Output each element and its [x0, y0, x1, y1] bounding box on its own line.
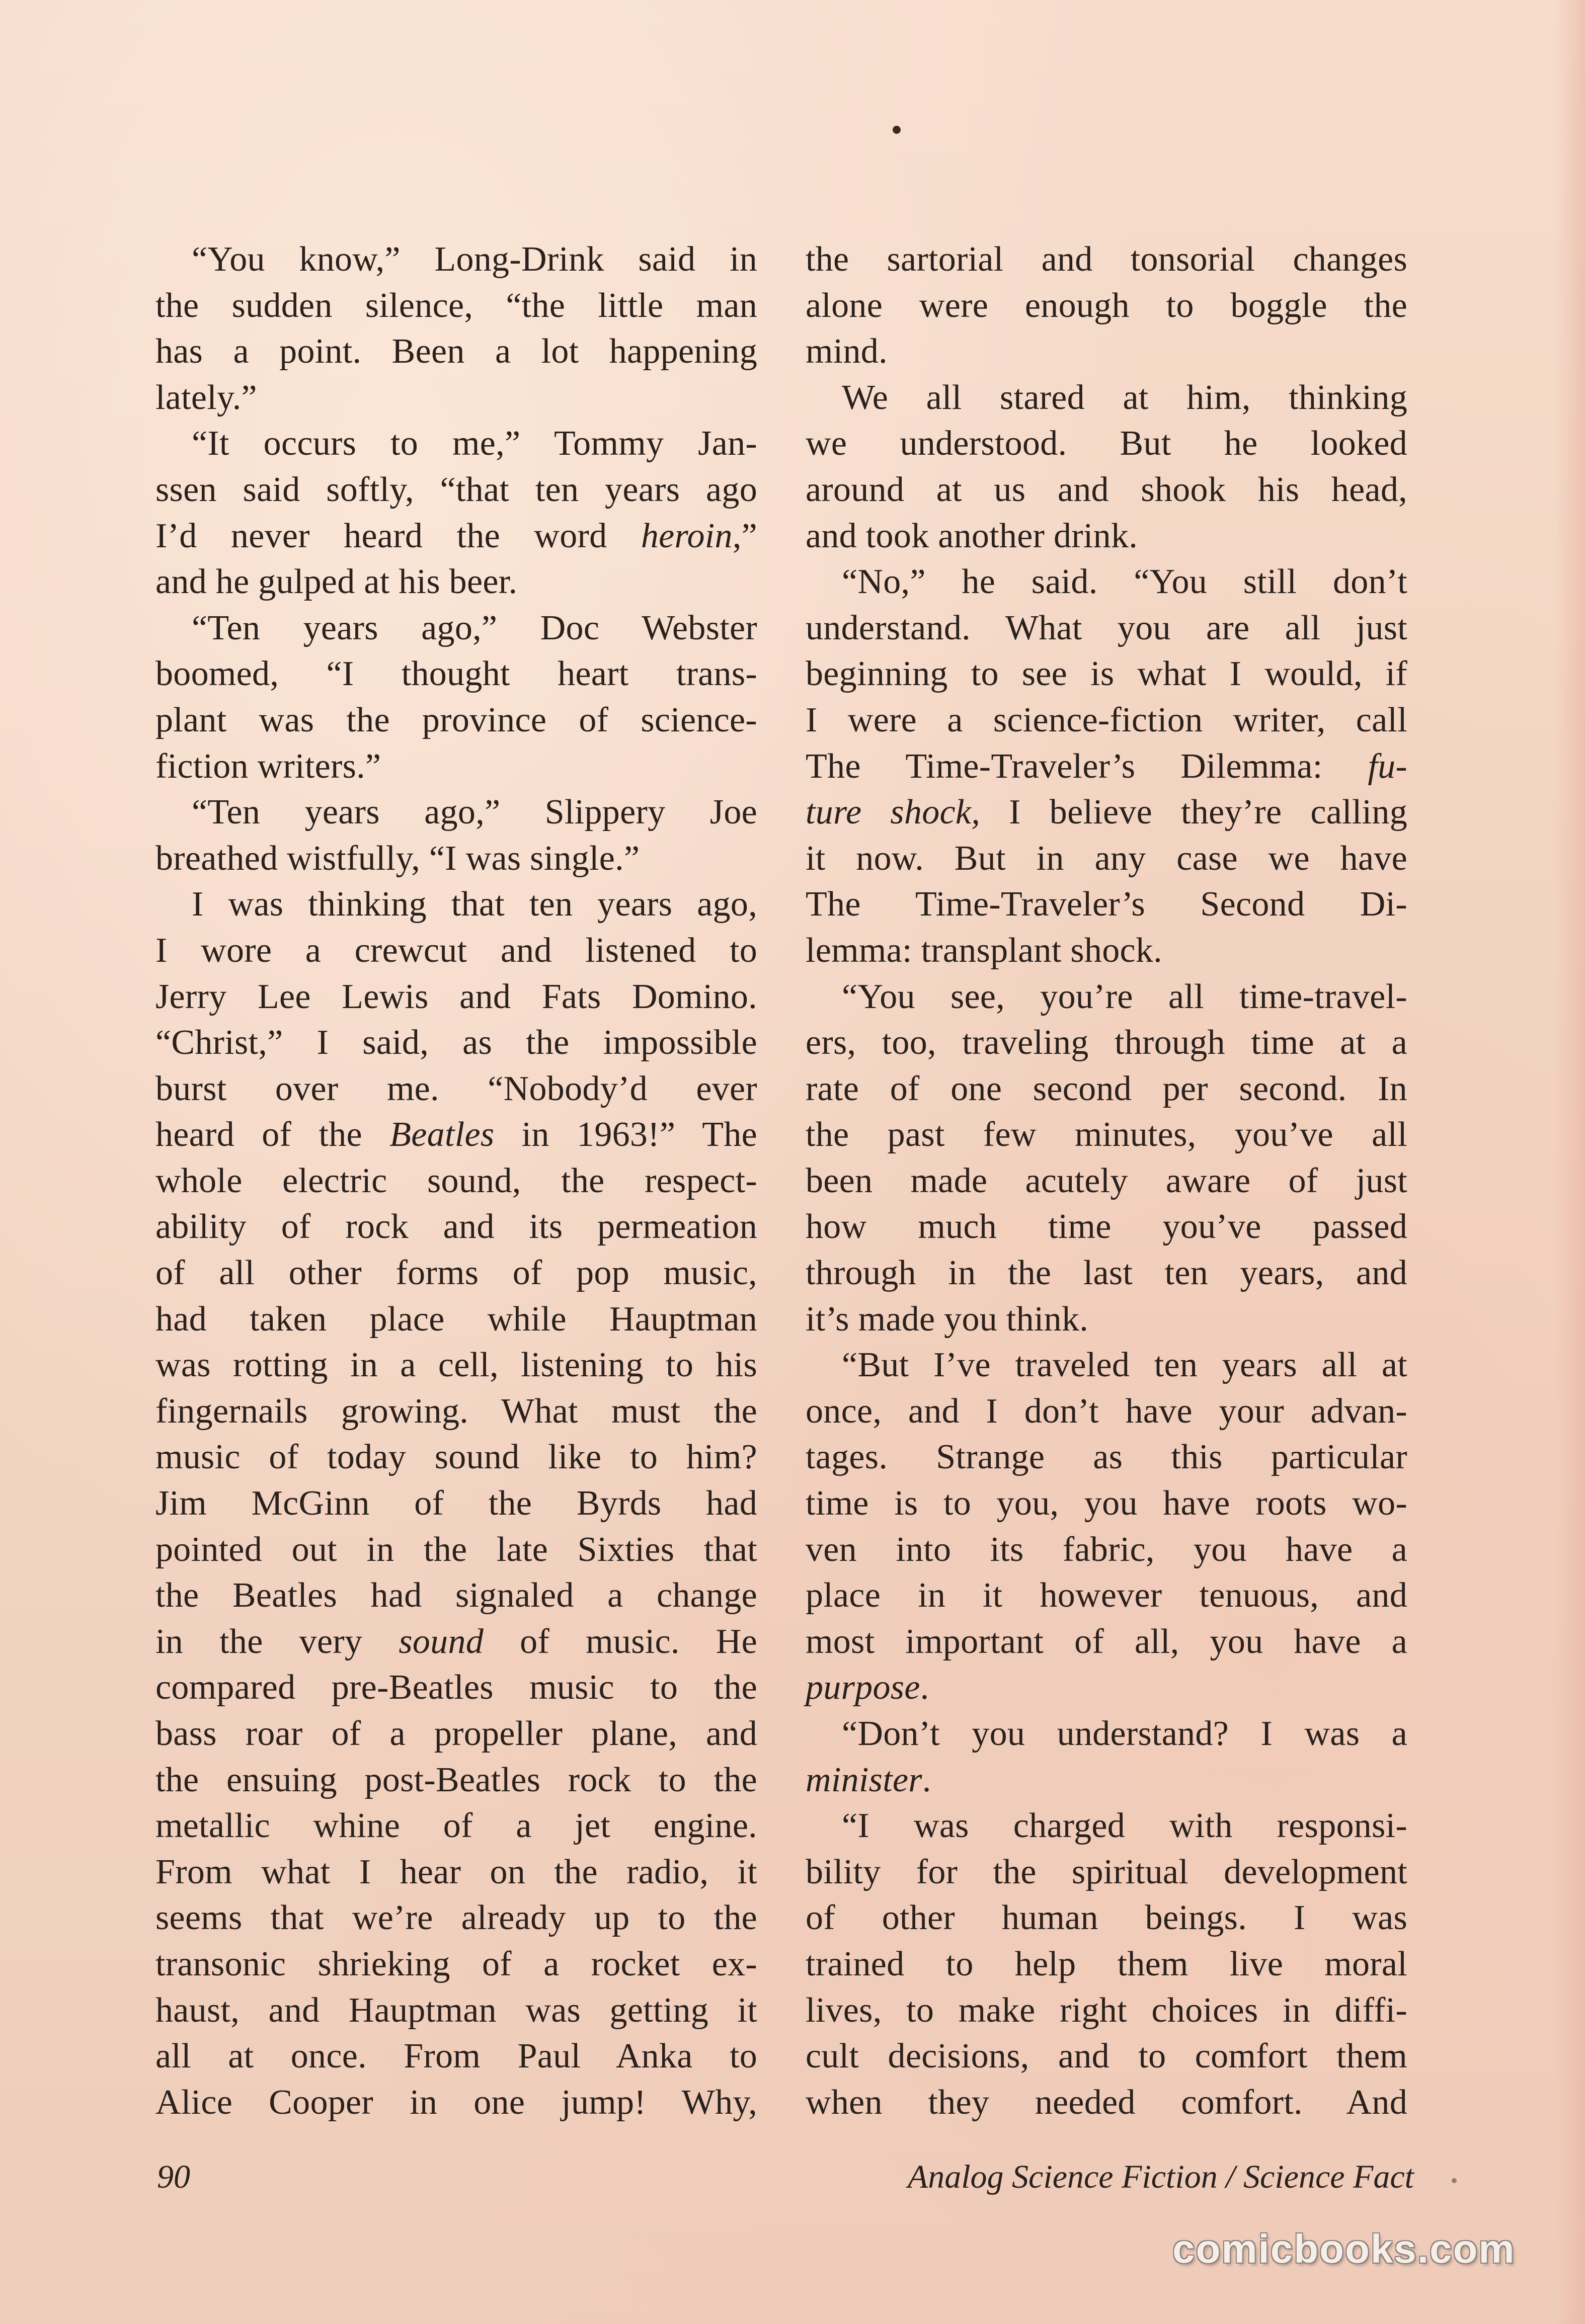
text-line: burst over me. “Nobody’d ever	[155, 1069, 757, 1108]
text-line: “I was charged with responsi-	[842, 1806, 1407, 1846]
text-line: has a point. Been a lot happening	[155, 332, 757, 371]
text-line: once, and I don’t have your advan-	[806, 1391, 1407, 1431]
text-line: in the very sound of music. He	[155, 1622, 757, 1661]
text-line: “It occurs to me,” Tommy Jan-	[192, 424, 757, 463]
text-line: alone were enough to boggle the	[806, 286, 1407, 325]
text-line: we understood. But he looked	[806, 424, 1407, 463]
text-line: was rotting in a cell, listening to his	[155, 1346, 757, 1385]
page-number: 90	[157, 2159, 190, 2195]
text-line: bility for the spiritual development	[806, 1852, 1407, 1891]
text-line: “No,” he said. “You still don’t	[842, 562, 1407, 602]
text-line: rate of one second per second. In	[806, 1069, 1407, 1108]
text-line: metallic whine of a jet engine.	[155, 1806, 757, 1846]
text-line: bass roar of a propeller plane, and	[155, 1714, 757, 1753]
text-line: it’s made you think.	[806, 1299, 1089, 1339]
text-line: and he gulped at his beer.	[155, 562, 518, 602]
text-line: ssen said softly, “that ten years ago	[155, 470, 757, 509]
text-column-left	[155, 236, 757, 2125]
text-line: lemma: transplant shock.	[806, 931, 1162, 970]
text-line: had taken place while Hauptman	[155, 1299, 757, 1339]
running-head: Analog Science Fiction / Science Fact	[907, 2159, 1414, 2195]
text-line: beginning to see is what I would, if	[806, 654, 1407, 694]
text-line: and took another drink.	[806, 516, 1138, 555]
text-line: “You know,” Long-Drink said in	[192, 240, 757, 279]
text-line: place in it however tenuous, and	[806, 1576, 1407, 1615]
text-line: heard of the Beatles in 1963!” The	[155, 1115, 757, 1154]
text-line: ers, too, traveling through time at a	[806, 1023, 1407, 1062]
text-line: tages. Strange as this particular	[806, 1438, 1407, 1477]
text-line: Alice Cooper in one jump! Why,	[155, 2083, 757, 2122]
text-line: transonic shrieking of a rocket ex-	[155, 1944, 757, 1983]
text-line: the Beatles had signaled a change	[155, 1576, 757, 1615]
text-line: haust, and Hauptman was getting it	[155, 1990, 757, 2030]
text-line: cult decisions, and to comfort them	[806, 2037, 1407, 2076]
text-line: I was thinking that ten years ago,	[192, 885, 757, 924]
text-line: around at us and shook his head,	[806, 470, 1407, 509]
text-line: trained to help them live moral	[806, 1944, 1407, 1983]
text-line: lives, to make right choices in diffi-	[806, 1990, 1407, 2030]
text-line: “But I’ve traveled ten years all at	[842, 1346, 1407, 1385]
text-line: whole electric sound, the respect-	[155, 1161, 757, 1200]
text-line: when they needed comfort. And	[806, 2083, 1407, 2122]
text-line: of all other forms of pop music,	[155, 1254, 757, 1293]
text-line: The Time-Traveler’s Second Di-	[806, 885, 1407, 924]
text-column-right	[806, 236, 1407, 2125]
text-line: I’d never heard the word heroin,”	[155, 516, 757, 555]
text-line: I were a science-fiction writer, call	[806, 700, 1407, 739]
text-line: fingernails growing. What must the	[155, 1391, 757, 1431]
text-line: lately.”	[155, 378, 257, 417]
ink-speck	[893, 126, 901, 134]
text-line: all at once. From Paul Anka to	[155, 2037, 757, 2076]
text-line: through in the last ten years, and	[806, 1254, 1407, 1293]
text-line: minister.	[806, 1760, 931, 1799]
text-line: “Ten years ago,” Doc Webster	[192, 608, 757, 647]
text-line: time is to you, you have roots wo-	[806, 1484, 1407, 1523]
text-line: of other human beings. I was	[806, 1898, 1407, 1938]
text-line: mind.	[806, 332, 888, 371]
text-line: “Christ,” I said, as the impossible	[155, 1023, 757, 1062]
page-edge-shading	[1555, 0, 1585, 2324]
text-line: understand. What you are all just	[806, 608, 1407, 647]
text-line: ability of rock and its permeation	[155, 1207, 757, 1247]
text-line: most important of all, you have a	[806, 1622, 1407, 1661]
text-line: fiction writers.”	[155, 746, 381, 786]
text-line: ven into its fabric, you have a	[806, 1530, 1407, 1569]
ink-speck	[1452, 2178, 1457, 2183]
text-line: purpose.	[806, 1668, 929, 1707]
text-line: From what I hear on the radio, it	[155, 1852, 757, 1891]
text-line: it now. But in any case we have	[806, 839, 1407, 878]
text-line: the past few minutes, you’ve all	[806, 1115, 1407, 1154]
text-line: the ensuing post-Beatles rock to the	[155, 1760, 757, 1799]
text-line: compared pre-Beatles music to the	[155, 1668, 757, 1707]
text-line: seems that we’re already up to the	[155, 1898, 757, 1938]
text-line: ture shock, I believe they’re calling	[806, 793, 1407, 832]
text-line: how much time you’ve passed	[806, 1207, 1407, 1247]
text-line: We all stared at him, thinking	[842, 378, 1407, 417]
text-line: music of today sound like to him?	[155, 1438, 757, 1477]
text-line: breathed wistfully, “I was single.”	[155, 839, 640, 878]
text-line: Jim McGinn of the Byrds had	[155, 1484, 757, 1523]
text-line: plant was the province of science-	[155, 700, 757, 739]
text-line: The Time-Traveler’s Dilemma: fu-	[806, 746, 1407, 786]
text-line: I wore a crewcut and listened to	[155, 931, 757, 970]
text-line: “Ten years ago,” Slippery Joe	[192, 793, 757, 832]
text-line: pointed out in the late Sixties that	[155, 1530, 757, 1569]
text-line: been made acutely aware of just	[806, 1161, 1407, 1200]
text-line: “Don’t you understand? I was a	[842, 1714, 1407, 1753]
text-line: “You see, you’re all time-travel-	[842, 977, 1407, 1016]
text-line: boomed, “I thought heart trans-	[155, 654, 757, 694]
text-line: the sartorial and tonsorial changes	[806, 240, 1407, 279]
text-line: Jerry Lee Lewis and Fats Domino.	[155, 977, 757, 1016]
text-line: the sudden silence, “the little man	[155, 286, 757, 325]
watermark-logo: comicbooks.com	[1172, 2226, 1516, 2271]
